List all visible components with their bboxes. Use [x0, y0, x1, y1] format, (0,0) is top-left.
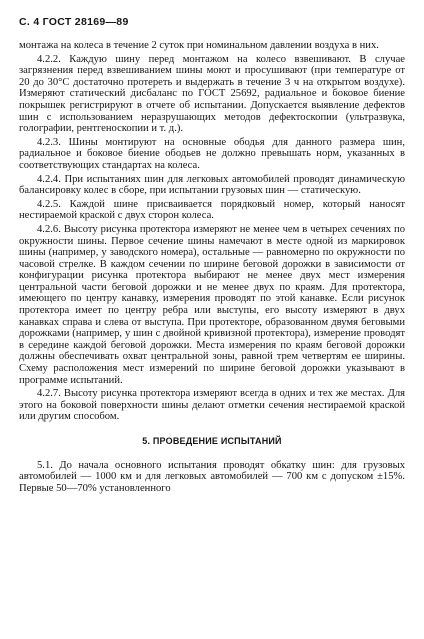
paragraph-4-2-2: 4.2.2. Каждую шину перед монтажом на колесо взвешивают. В случае загрязнения перед взвешиванием шины моют и просушивают (при температуре от 20 до 30°С достаточно протереть и выдержать в течение 3 ч на открытом воздухе). Измеряют статический дисбаланс по ГОСТ 25692, радиальное и боковое биение покрышек регистрируют в отчете об испытании. Допускается выявление дефектов шин с использованием неразрушающих методов дефектоскопии (ультразвука, голографии, рентгеноскопии и т. д.).: [19, 53, 405, 135]
paragraph-4-2-7: 4.2.7. Высоту рисунка протектора измеряют всегда в одних и тех же местах. Для этого на боковой поверхности шины делают отметки сечения нестираемой краской или другим способом.: [19, 388, 405, 423]
paragraph-4-2-4: 4.2.4. При испытаниях шин для легковых автомобилей проводят динамическую балансировку колес в сборе, при испытании грузовых шин — статическую.: [19, 173, 405, 197]
paragraph-continuation: монтажа на колеса в течение 2 суток при номинальном давлении воздуха в них.: [19, 40, 379, 51]
document-body: [19, 40, 405, 494]
paragraph-4-2-5: 4.2.5. Каждой шине присваивается порядковый номер, который наносят нестираемой краской с двух сторон колеса.: [19, 198, 405, 222]
paragraph-5-1: 5.1. До начала основного испытания проводят обкатку шин: для грузовых автомобилей — 1000 км и для легковых автомобилей — 700 км с допуском ±15%. Первые 50—70% установленного: [19, 459, 405, 494]
paragraph-4-2-6: 4.2.6. Высоту рисунка протектора измеряют не менее чем в четырех сечениях по окружности шины. Первое сечение шины намечают в месте одной из маркировок шины (например, у заводского номера), остальные — равномерно по окружности по часовой стрелке. В каждом сечении по ширине беговой дорожки в зависимости от конфигурации рисунка протектора выбирают не менее двух мест измерения центральной части беговой дорожки и не менее двух по краям. Для протектора, имеющего по центру канавку, измерения проводят по этой канавке. Если рисунок протектора имеет по центру ребра или выступы, его высоту измеряют в двух канавках справа и слева от выступа. При протекторе, образованном двумя беговыми дорожками (например, у шин с двойной кривизной протектора), измерение проводят в середине каждой беговой дорожки. Места измерения по краям беговой дорожки должны обеспечивать охват центральной зоны, равной трем четвертям ее ширины. Схему расположения мест измерений по ширине беговой дорожки указывают в программе испытаний.: [19, 223, 405, 386]
paragraph-4-2-3: 4.2.3. Шины монтируют на основные ободья для данного размера шин, радиальное и боковое биение ободьев не должно превышать норм, указанных в соответствующих стандартах на колеса.: [19, 136, 405, 171]
page-header: С. 4 ГОСТ 28169—89: [19, 16, 129, 28]
section-heading: 5. ПРОВЕДЕНИЕ ИСПЫТАНИЙ: [142, 436, 282, 446]
document-page: [19, 16, 405, 494]
